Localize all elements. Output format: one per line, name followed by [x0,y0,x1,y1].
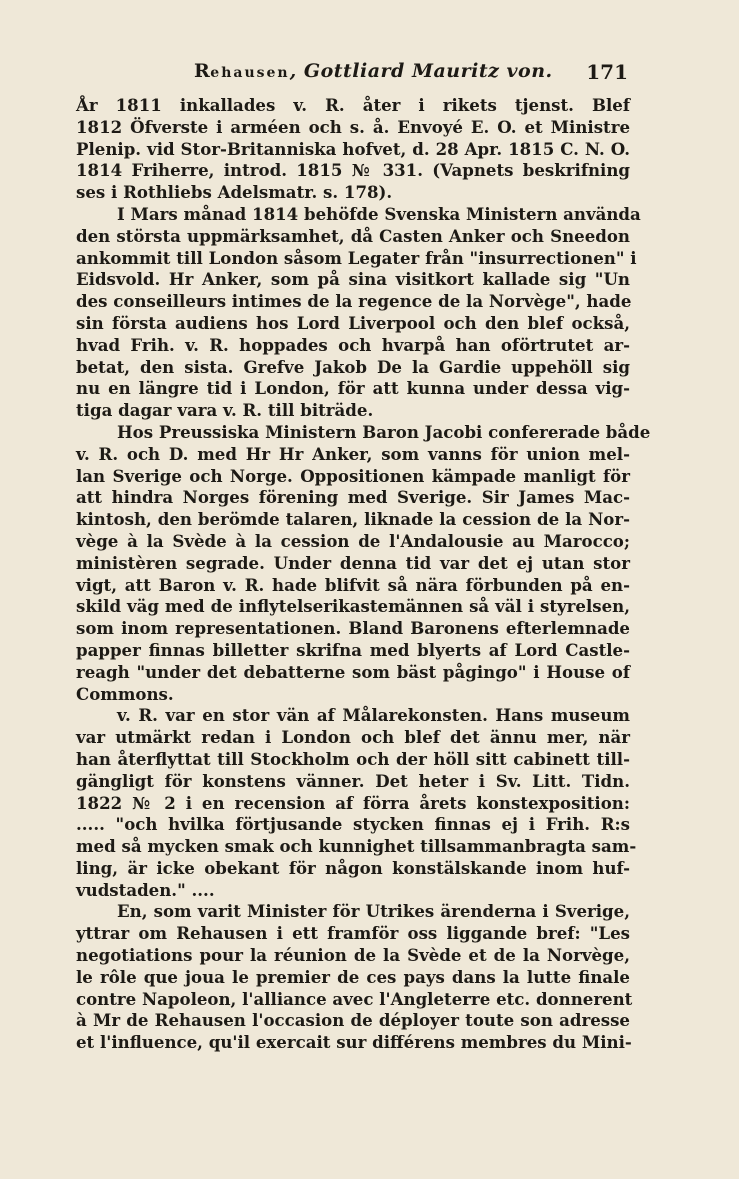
text-line: År 1811 inkallades v. R. åter i rikets tjenst. Blef [76,95,630,115]
text-line: v. R. var en stor vän af Målarekonsten. Hans museum [117,705,630,726]
text-line: med så mycken smak och kunnighet tillsammanbragta sam- [76,836,637,857]
text-line: ses i Rothliebs Adelsmatr. s. 178). [76,182,393,203]
body-text [76,95,651,1054]
text-line: Plenip. vid Stor-Britanniska hofvet, d. 28 Apr. 1815 C. N. O. [76,138,630,159]
text-line: 1814 Friherre, introd. 1815 № 331. (Vapnets beskrifning [76,160,630,181]
text-line: contre Napoleon, l'alliance avec l'Angleterre etc. donnerent [76,988,633,1009]
text-line: vigt, att Baron v. R. hade blifvit så nära förbunden på en- [76,574,630,595]
text-line: kintosh, den berömde talaren, liknade la cession de la Nor- [76,509,630,530]
text-line: skild väg med de inflytelserikastemännen så väl i styrelsen, [76,596,630,617]
text-line: Eidsvold. Hr Anker, som på sina visitkort kallade sig "Un [76,269,630,290]
text-line: sin första audiens hos Lord Liverpool och den blef också, [76,312,630,333]
text-line: des conseilleurs intimes de la regence de la Norvège", hade [76,291,632,312]
text-line: En, som varit Minister för Utrikes ärenderna i Sverige, [117,901,630,922]
page-number: 171 [586,60,628,84]
text-line: nu en längre tid i London, för att kunna under dessa vig- [76,378,630,399]
text-line: negotiations pour la réunion de la Svède et de la Norvège, [76,945,630,966]
text-line: den största uppmärksamhet, då Casten Anker och Sneedon [76,225,630,246]
text-line: I Mars månad 1814 behöfde Svenska Ministern använda [117,203,641,224]
text-line: han återflyttat till Stockholm och der höll sitt cabinett till- [76,748,630,769]
text-line: gängligt för konstens vänner. Det heter i Sv. Litt. Tidn. [76,770,630,791]
text-line: 1822 № 2 i en recension af förra årets konstexposition: [76,792,630,813]
text-line: et l'influence, qu'il exercait sur différens membres du Mini- [76,1032,632,1053]
text-line: vège à la Svède à la cession de l'Andalousie au Marocco; [76,530,630,551]
text-line: Hos Preussiska Ministern Baron Jacobi confererade både [117,421,651,442]
text-line: lan Sverige och Norge. Oppositionen kämpade manligt för [76,465,630,486]
text-line: tiga dagar vara v. R. till biträde. [76,400,374,421]
header-name-rest: ehausen [210,65,290,81]
running-header [112,60,628,84]
text-line: Commons. [76,683,174,704]
text-line: var utmärkt redan i London och blef det ännu mer, när [76,727,630,748]
text-line: le rôle que joua le premier de ces pays dans la lutte finale [76,966,630,987]
text-line: papper finnas billetter skrifna med blyerts af Lord Castle- [76,639,630,660]
text-line: 1812 Öfverste i arméen och s. å. Envoyé E. O. et Ministre [76,116,630,137]
text-line: yttrar om Rehausen i ett framför oss liggande bref: "Les [76,923,630,944]
text-line: ling, är icke obekant för någon konstälskande inom huf- [76,857,630,878]
header-name-initial: R [194,60,211,82]
text-line: vudstaden." .... [76,879,215,900]
header-title [194,60,553,82]
text-line: v. R. och D. med Hr Hr Anker, som vanns för union mel- [76,443,630,464]
text-line: à Mr de Rehausen l'occasion de déployer toute son adresse [76,1010,630,1031]
text-line: hvad Frih. v. R. hoppades och hvarpå han oförtrutet ar- [76,334,630,355]
text-line: reagh "under det debatterne som bäst pågingo" i House of [76,661,630,682]
text-line: som inom representationen. Bland Baronens efterlemnade [76,618,630,639]
text-line: ankommit till London såsom Legater från "insurrectionen" i [76,247,637,268]
text-line: betat, den sista. Grefve Jakob De la Gardie uppehöll sig [76,356,630,377]
text-line: att hindra Norges förening med Sverige. Sir James Mac- [76,487,630,508]
header-name-suffix: , Gottliard Mauritz von. [289,60,553,82]
text-line: ..... "och hvilka förtjusande stycken finnas ej i Frih. R:s [76,814,630,835]
text-line: ministèren segrade. Under denna tid var det ej utan stor [76,552,630,573]
